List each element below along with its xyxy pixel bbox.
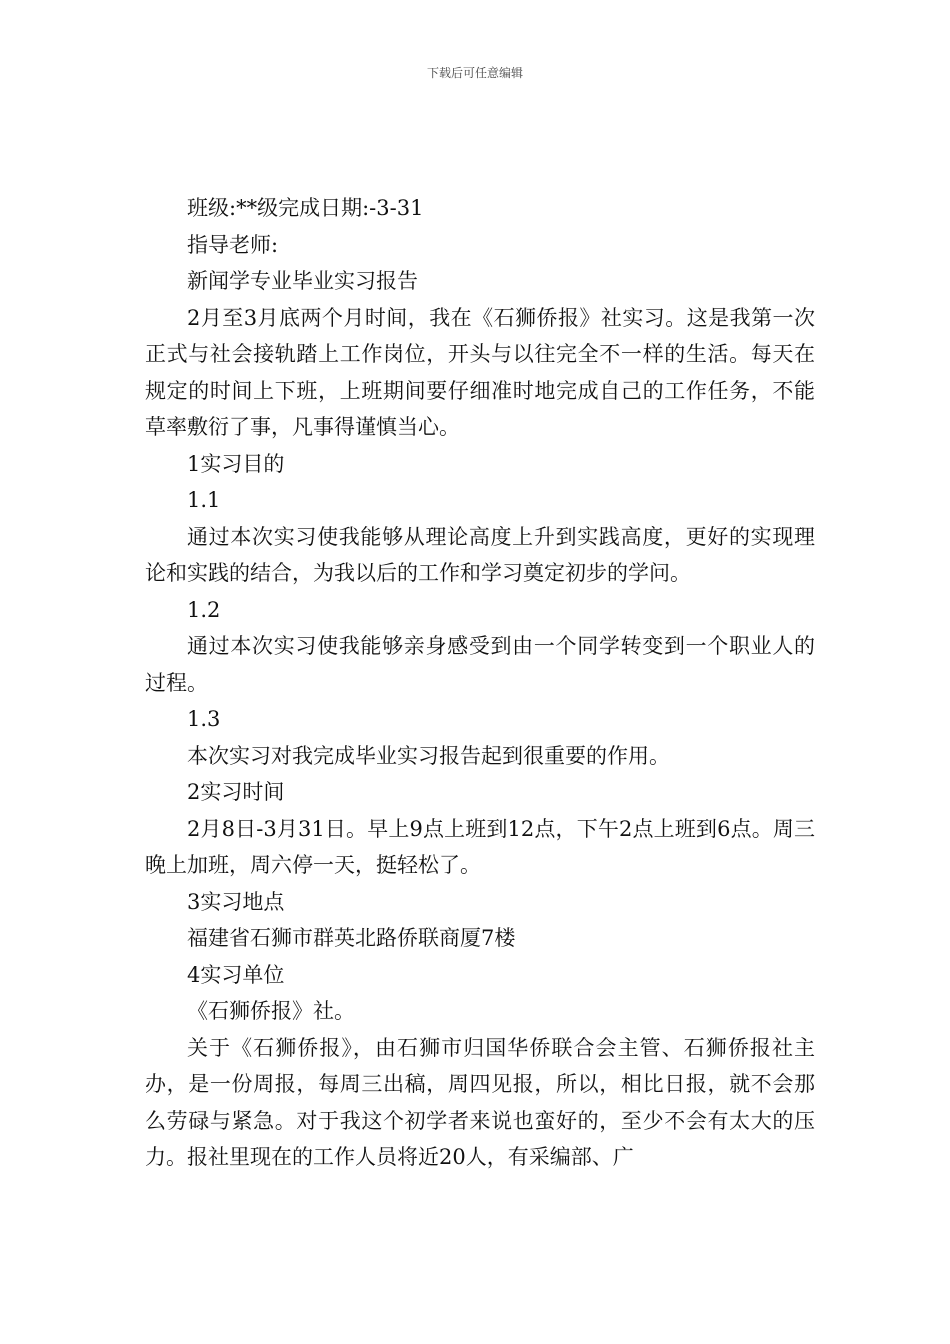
section-heading-unit: 4实习单位 (187, 962, 285, 987)
subsection-number-1-3: 1.3 (187, 707, 221, 731)
document-body (145, 190, 815, 1176)
class-date-line: 班级:**级完成日期:-3-31 (187, 196, 424, 220)
report-title: 新闻学专业毕业实习报告 (187, 269, 418, 293)
section-heading-purpose: 1实习目的 (187, 451, 285, 476)
page-header-note: 下载后可任意编辑 (426, 66, 523, 80)
advisor-line: 指导老师: (187, 232, 279, 257)
unit-description-paragraph: 关于《石狮侨报》，由石狮市归国华侨联合会主管、石狮侨报社主办，是一份周报，每周三出稿，周四见报，所以，相比日报，就不会那么劳碌与紧急。对于我这个初学者来说也蛮好的，至少不会有太大的压力。报社里现在的工作人员将近20人，有采编部、广 (145, 1035, 815, 1169)
purpose-paragraph-1: 通过本次实习使我能够从理论高度上升到实践高度，更好的实现理论和实践的结合，为我以后的工作和学习奠定初步的学问。 (145, 524, 815, 585)
subsection-number-1-2: 1.2 (187, 597, 221, 622)
time-paragraph: 2月8日-3月31日。早上9点上班到12点，下午2点上班到6点。周三晚上加班，周六停一天，挺轻松了。 (145, 816, 815, 877)
purpose-paragraph-2: 通过本次实习使我能够亲身感受到由一个同学转变到一个职业人的过程。 (145, 634, 815, 695)
location-paragraph: 福建省石狮市群英北路侨联商厦7楼 (187, 926, 516, 950)
intro-paragraph: 2月至3月底两个月时间，我在《石狮侨报》社实习。这是我第一次正式与社会接轨踏上工作岗位，开头与以往完全不一样的生活。每天在规定的时间上下班，上班期间要仔细准时地完成自己的工作任务，不能草率敷衍了事，凡事得谨慎当心。 (145, 305, 815, 439)
subsection-number-1-1: 1.1 (187, 488, 221, 512)
section-heading-location: 3实习地点 (187, 889, 285, 914)
unit-name-line: 《石狮侨报》社。 (187, 999, 355, 1023)
section-heading-time: 2实习时间 (187, 780, 285, 804)
purpose-paragraph-3: 本次实习对我完成毕业实习报告起到很重要的作用。 (187, 743, 670, 768)
